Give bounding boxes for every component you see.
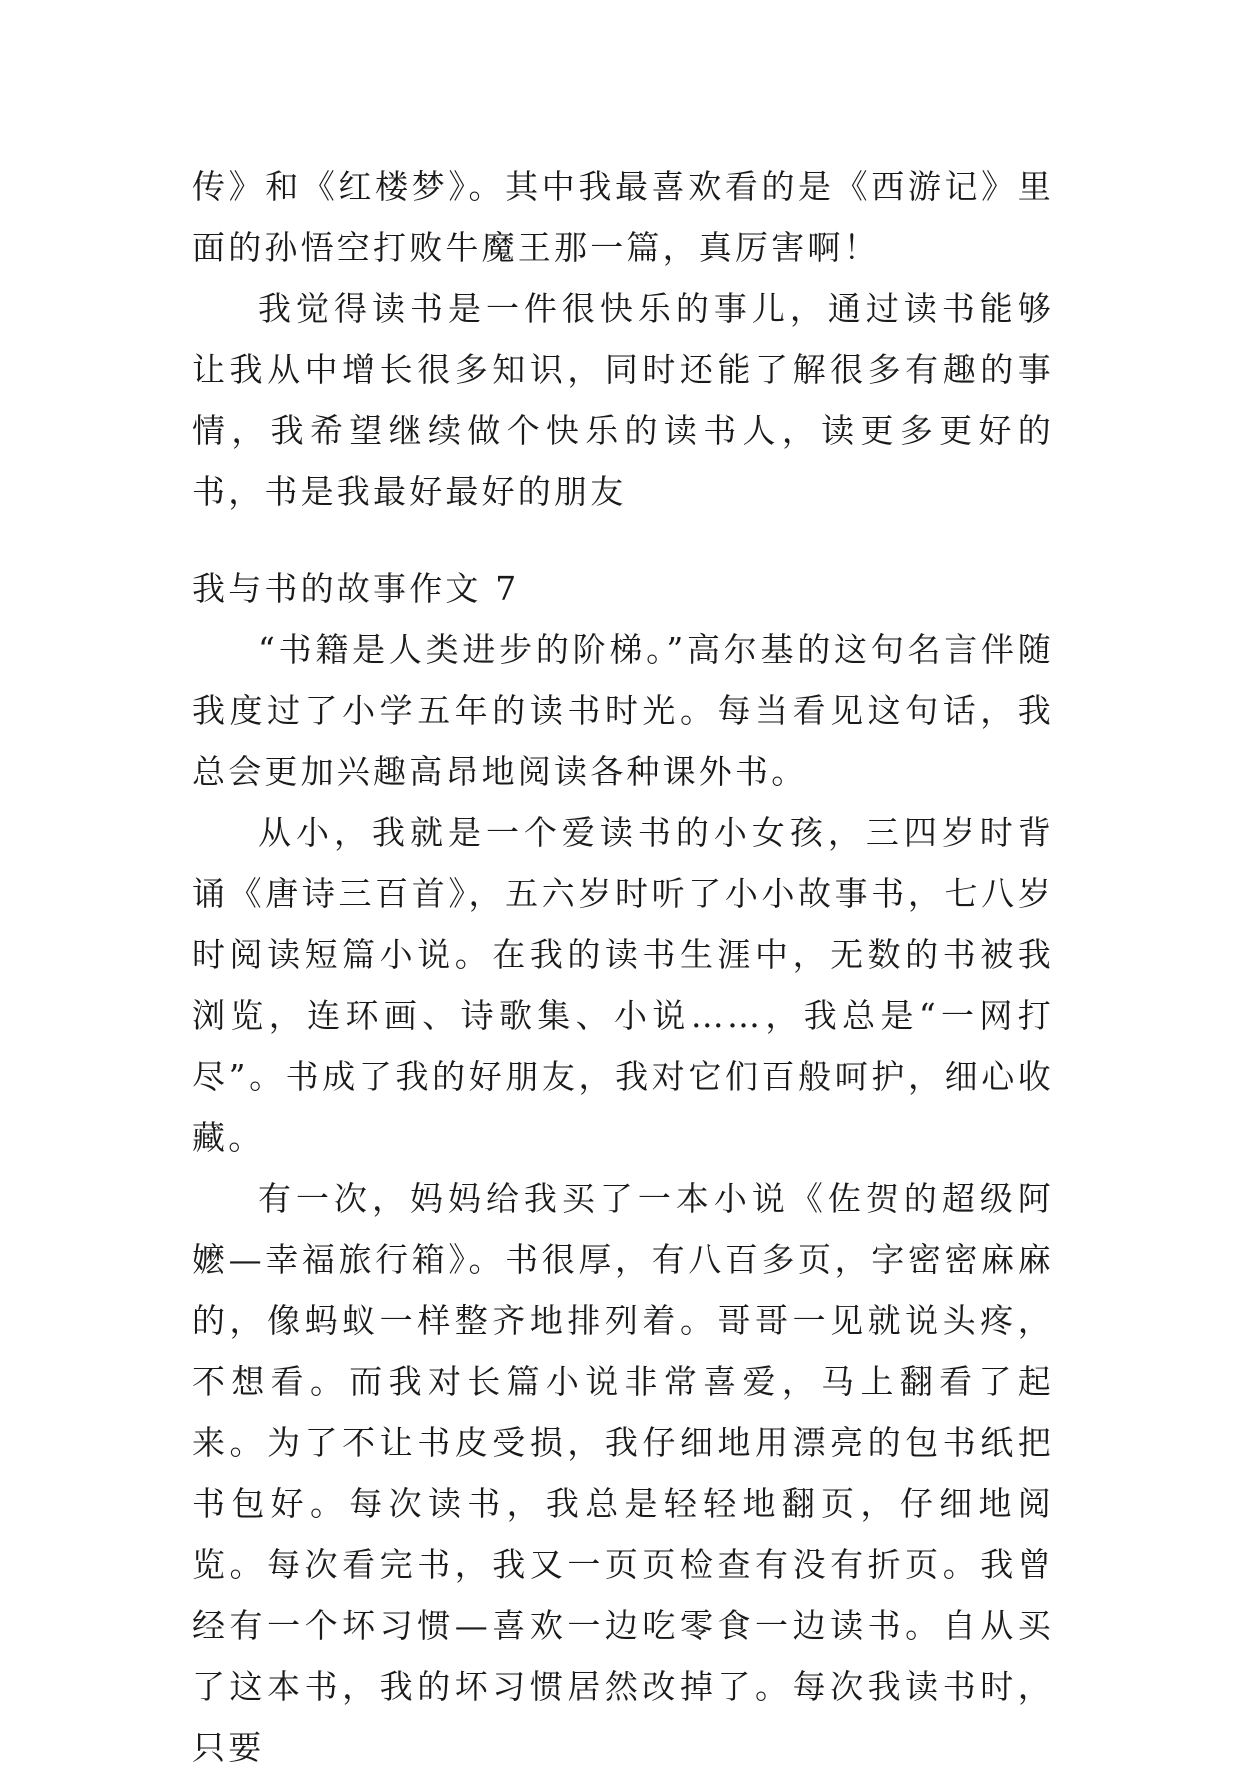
paragraph: 我觉得读书是一件很快乐的事儿，通过读书能够让我从中增长很多知识，同时还能了解很多有趣的事情，我希望继续做个快乐的读书人，读更多更好的书，书是我最好最好的朋友 <box>192 289 1054 511</box>
essay-title: 我与书的故事作文 7 <box>192 569 520 608</box>
essay-continuation <box>192 156 1054 522</box>
paragraph: 从小，我就是一个爱读书的小女孩，三四岁时背诵《唐诗三百首》，五六岁时听了小小故事书，七八岁时阅读短篇小说。在我的读书生涯中，无数的书被我浏览，连环画、诗歌集、小说……，我总是“一网打尽”。书成了我的好朋友，我对它们百般呵护，细心收藏。 <box>192 813 1054 1157</box>
paragraph: 有一次，妈妈给我买了一本小说《佐贺的超级阿嬷—幸福旅行箱》。书很厚，有八百多页，字密密麻麻的，像蚂蚁一样整齐地排列着。哥哥一见就说头疼，不想看。而我对长篇小说非常喜爱，马上翻看了起来。为了不让书皮受损，我仔细地用漂亮的包书纸把书包好。每次读书，我总是轻轻地翻页，仔细地阅览。每次看完书，我又一页页检查有没有折页。我曾经有一个坏习惯—喜欢一边吃零食一边读书。自从买了这本书，我的坏习惯居然改掉了。每次我读书时，只要 <box>192 1179 1054 1767</box>
paragraph: 传》和《红楼梦》。其中我最喜欢看的是《西游记》里面的孙悟空打败牛魔王那一篇，真厉害啊！ <box>192 167 1054 267</box>
paragraph: “书籍是人类进步的阶梯。”高尔基的这句名言伴随我度过了小学五年的读书时光。每当看见这句话，我总会更加兴趣高昂地阅读各种课外书。 <box>192 630 1054 791</box>
essay-section <box>192 558 1054 1778</box>
